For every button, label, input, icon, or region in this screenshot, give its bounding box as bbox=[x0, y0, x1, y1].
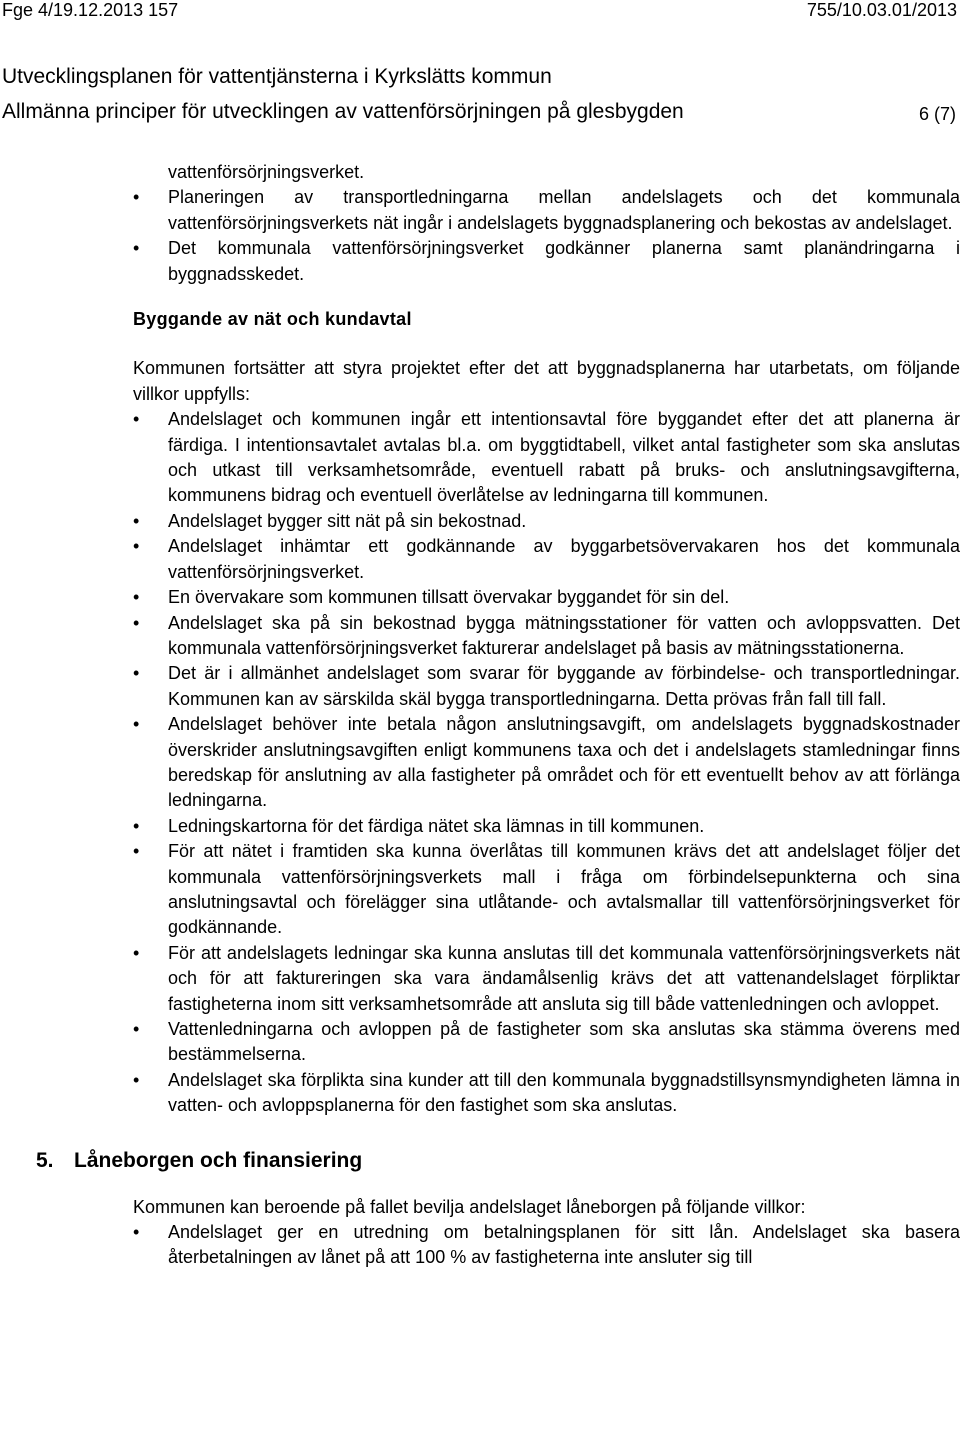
page-number: 6 (7) bbox=[918, 104, 956, 124]
document-title: Utvecklingsplanen för vattentjänsterna i Kyrkslätts kommun bbox=[2, 65, 552, 88]
list-item: • Andelslaget ska på sin bekostnad bygga mätningsstationer för vatten och avloppsvatten. Det kommunala vattenförsörjningsverket fakturerar andelslaget på basis av mätningsstationerna. bbox=[168, 611, 960, 662]
top-bullet-list bbox=[0, 185, 960, 287]
chapter-heading bbox=[36, 1147, 960, 1175]
list-item: • För att nätet i framtiden ska kunna överlåtas till kommunen krävs det att andelslaget följer det kommunala vattenförsörjningsverkets mall i fråga om förbindelsepunkterna och sina anslutningsavtal och förelägger sina utlåtande- och avtalsmallar till vattenförsörjningsverket för godkännande. bbox=[168, 839, 960, 941]
list-item: • Andelslaget behöver inte betala någon anslutningsavgift, om andelslagets byggnadskostnader överskrider anslutningsavgiften enligt kommunens taxa och det i andelslagets stamledningar finns beredskap för anslutning av alla fastigheter på området och för ett eventuellt behov av att förlänga ledningarna. bbox=[168, 712, 960, 814]
list-item: • Det är i allmänhet andelslaget som svarar för byggande av förbindelse- och transportledningar. Kommunen kan av särskilda skäl bygga transportledningarna. Detta prövas från fall till fall. bbox=[168, 661, 960, 712]
conditions-bullet-list bbox=[0, 407, 960, 1118]
list-item: • Ledningskartorna för det färdiga nätet ska lämnas in till kommunen. bbox=[168, 814, 960, 839]
list-item: • En övervakare som kommunen tillsatt övervakar byggandet för sin del. bbox=[168, 585, 960, 610]
list-item: • Det kommunala vattenförsörjningsverket godkänner planerna samt planändringarna i byggnadsskedet. bbox=[168, 236, 960, 287]
document-reference-left: Fge 4/19.12.2013 157 bbox=[2, 0, 179, 20]
section-heading: Byggande av nät och kundavtal bbox=[133, 309, 412, 330]
list-item: • Andelslaget inhämtar ett godkännande av byggarbetsövervakaren hos det kommunala vattenförsörjningsverket. bbox=[168, 534, 960, 585]
continuation-text: vattenförsörjningsverket. bbox=[168, 162, 365, 182]
list-item: • Andelslaget ska förplikta sina kunder att till den kommunala byggnadstillsynsmyndigheten lämna in vatten- och avloppsplanerna för den fastighet som ska anslutas. bbox=[168, 1068, 960, 1119]
list-item: • Andelslaget ger en utredning om betalningsplanen för sitt lån. Andelslaget ska basera återbetalningen av lånet på att 100 % av fastigheterna inte ansluter sig till bbox=[168, 1220, 960, 1271]
guarantee-bullet-list bbox=[0, 1220, 960, 1271]
list-item: • För att andelslagets ledningar ska kunna anslutas till det kommunala vattenförsörjningsverkets nät och för att faktureringen ska vara ändamålsenlig krävs det att vattenandelslaget förpliktar fastigheterna inom sitt verksamhetsområde att ansluta sig till både vattenledningen och avloppet. bbox=[168, 941, 960, 1017]
list-item: • Andelslaget och kommunen ingår ett intentionsavtal före byggandet efter det att planerna är färdiga. I intentionsavtalet avtalas bl.a. om byggtidtabell, vilket antal fastigheter som ska anslutas och utkast till verksamhetsområde, eventuell rabatt på bruks- och anslutningsavgifterna, kommunens bidrag och eventuell överlåtelse av ledningarna till kommunen. bbox=[168, 407, 960, 509]
chapter-intro-paragraph: Kommunen kan beroende på fallet bevilja andelslaget låneborgen på följande villkor: bbox=[133, 1196, 806, 1217]
list-item: • Andelslaget bygger sitt nät på sin bekostnad. bbox=[168, 509, 960, 534]
document-subtitle: Allmänna principer för utvecklingen av vattenförsörjningen på glesbygden bbox=[2, 100, 684, 123]
chapter-number: 5. bbox=[36, 1148, 54, 1172]
document-reference-right: 755/10.03.01/2013 bbox=[806, 0, 957, 20]
list-item: • Vattenledningarna och avloppen på de fastigheter som ska anslutas ska stämma överens med bestämmelserna. bbox=[168, 1017, 960, 1068]
page-body bbox=[0, 160, 960, 1271]
list-item: • Planeringen av transportledningarna mellan andelslagets och det kommunala vattenförsörjningsverkets nät ingår i andelslagets byggnadsplanering och bekostas av andelslaget. bbox=[168, 185, 960, 236]
chapter-title: Låneborgen och finansiering bbox=[74, 1148, 363, 1172]
section-intro-paragraph: Kommunen fortsätter att styra projektet efter det att byggnadsplanerna har utarbetats, om följande villkor uppfylls: bbox=[133, 358, 960, 404]
